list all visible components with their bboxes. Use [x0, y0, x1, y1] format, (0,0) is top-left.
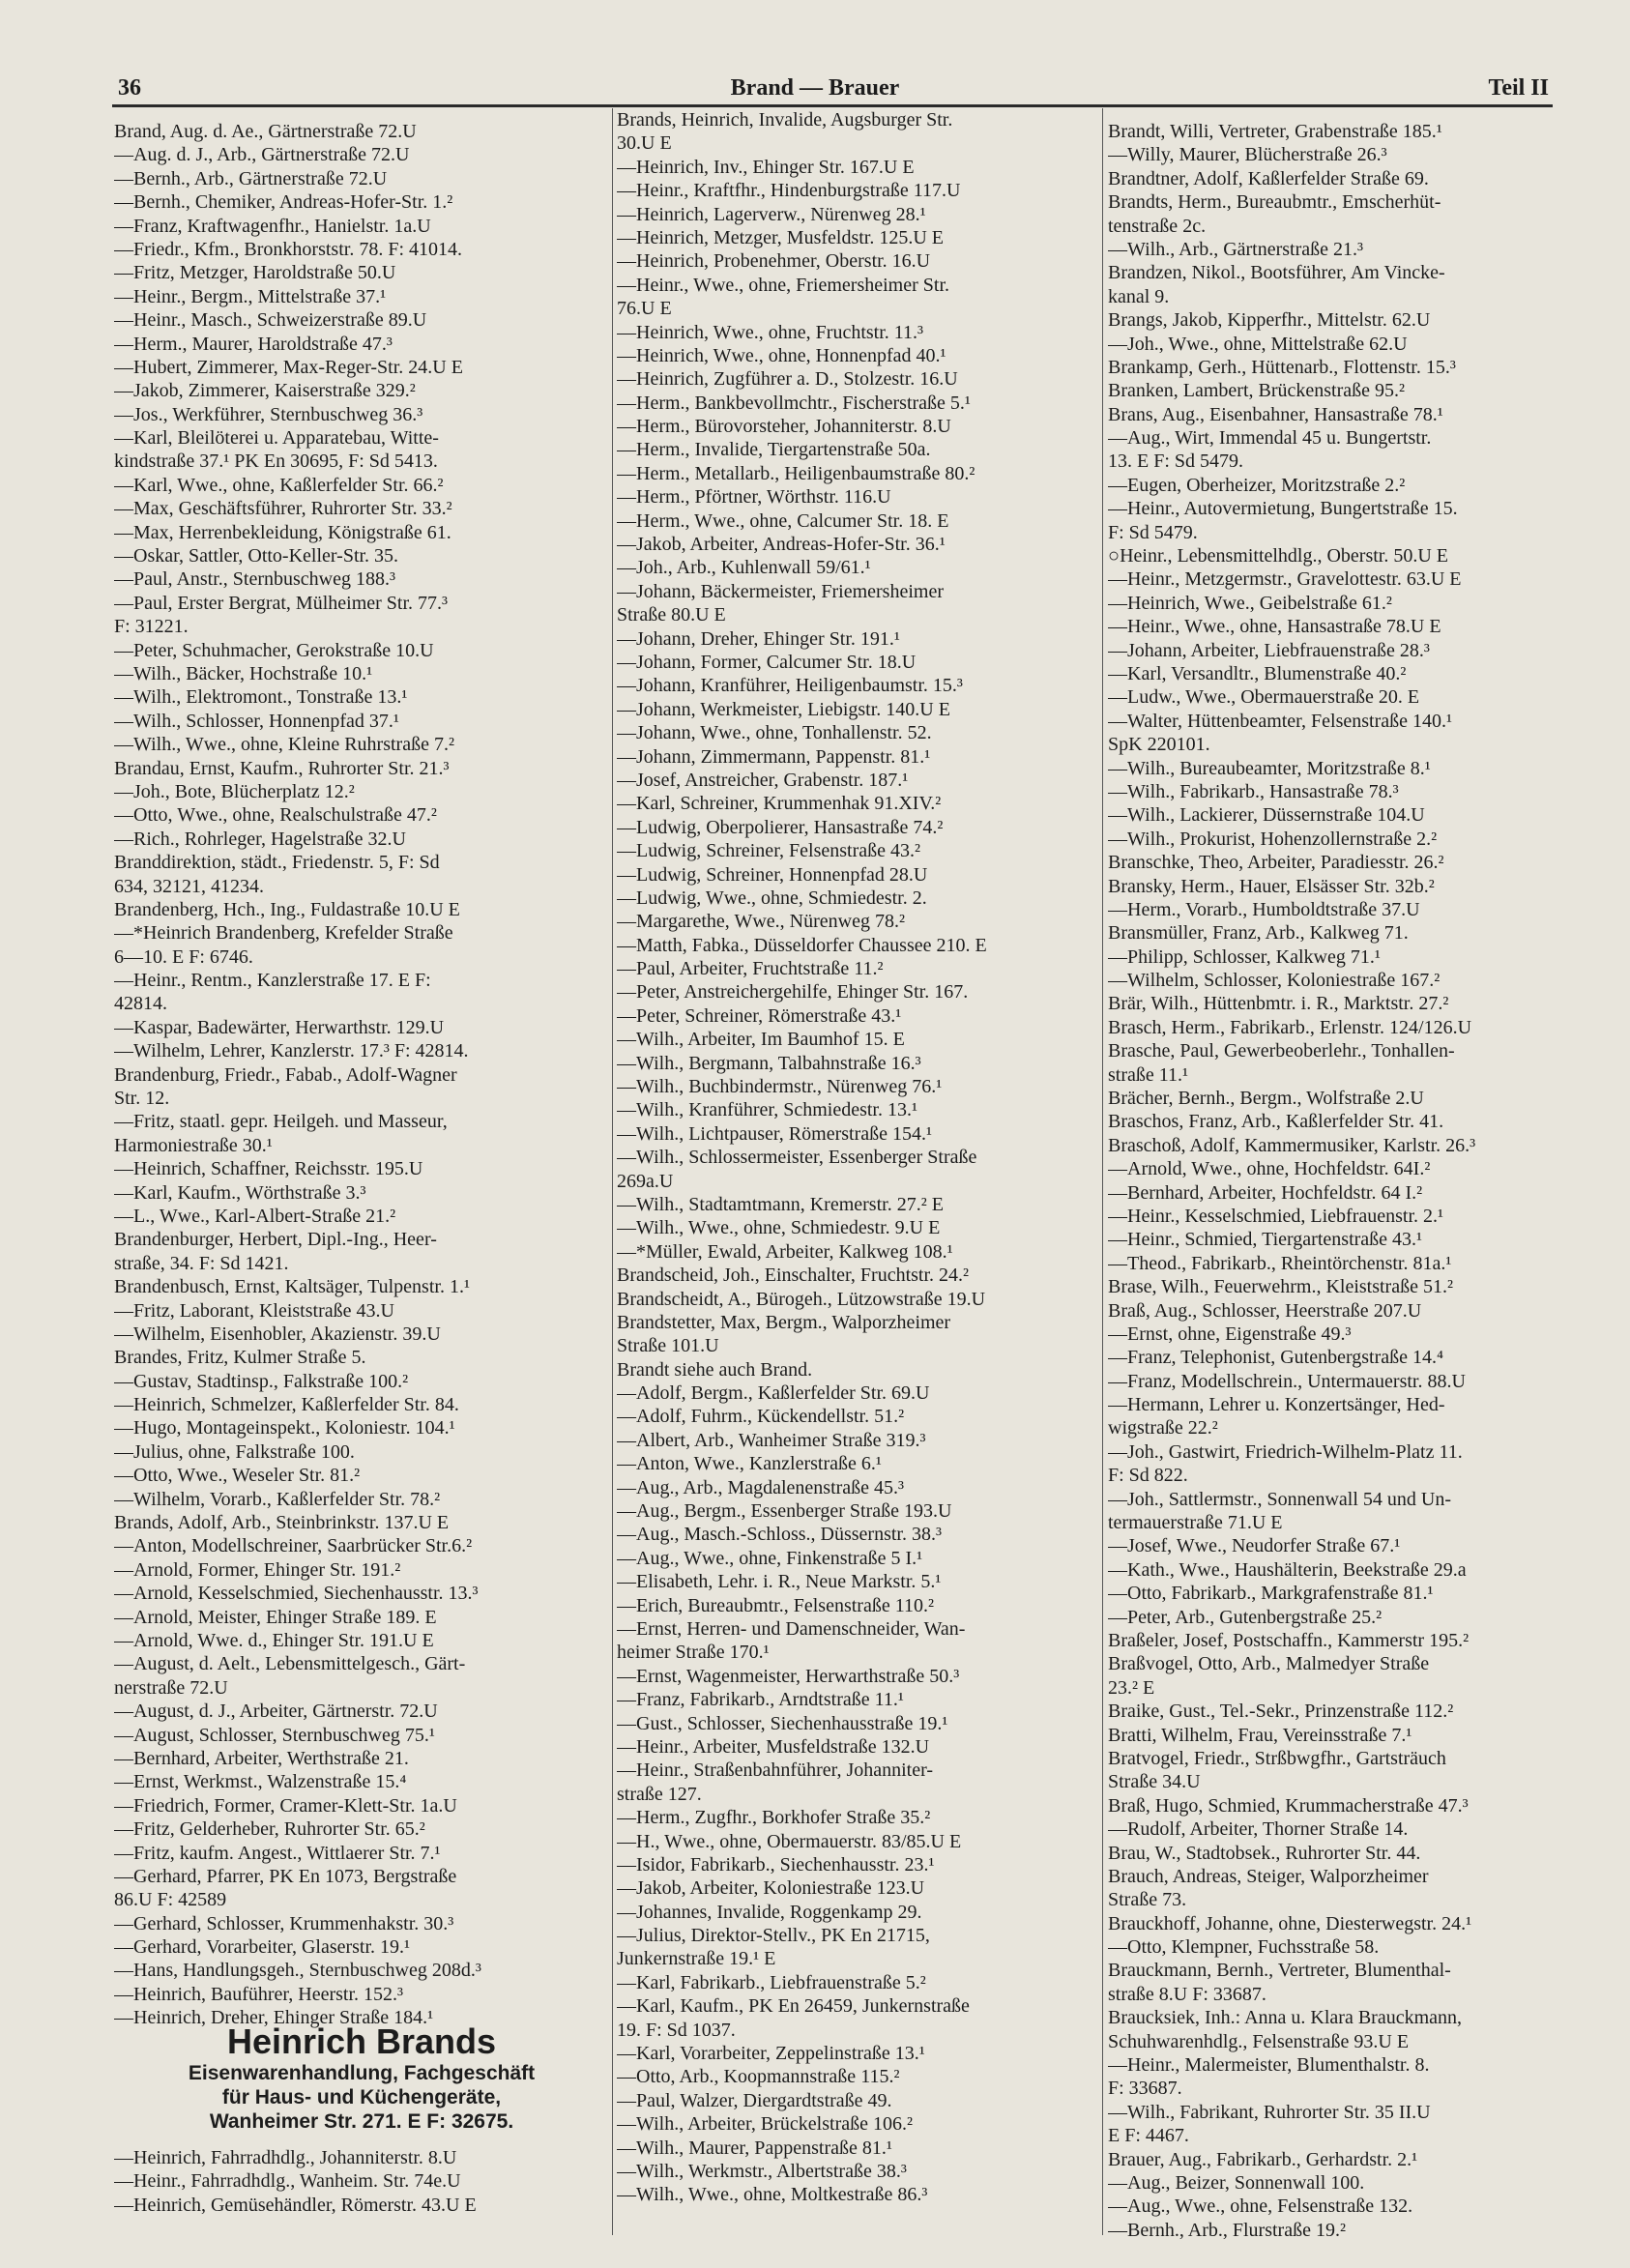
directory-entry-line: Braike, Gust., Tel.-Sekr., Prinzenstraße 112.² — [1108, 1701, 1454, 1723]
directory-entry-line: —Karl, Kaufm., Wörthstraße 3.³ — [114, 1181, 366, 1204]
directory-entry-line: —Aug., Masch.-Schloss., Düssernstr. 38.³ — [617, 1524, 942, 1546]
directory-entry-line: —Gerhard, Schlosser, Krummenhakstr. 30.³ — [114, 1912, 454, 1934]
directory-entry-line: —Wilh., Schlossermeister, Essenberger Straße — [617, 1147, 977, 1169]
directory-entry-line: —Adolf, Fuhrm., Kückendellstr. 51.² — [617, 1406, 905, 1428]
directory-entry-line: Straße 101.U — [617, 1335, 719, 1357]
directory-entry-line: —Heinrich, Bauführer, Heerstr. 152.³ — [114, 1983, 403, 2005]
directory-entry-line: Braßeler, Josef, Postschaffn., Kammerstr 195.² — [1108, 1630, 1470, 1651]
directory-entry-line: Brase, Wilh., Feuerwehrm., Kleiststraße 51.² — [1108, 1276, 1453, 1298]
directory-entry-line: —Jakob, Zimmerer, Kaiserstraße 329.² — [114, 380, 416, 402]
directory-entry-line: Braßvogel, Otto, Arb., Malmedyer Straße — [1108, 1653, 1430, 1675]
directory-entry-line: —Heinr., Arbeiter, Musfeldstraße 132.U — [617, 1735, 930, 1758]
ad-line: für Haus- und Küchengeräte, — [221, 2086, 502, 2108]
directory-entry-line: —Ludwig, Wwe., ohne, Schmiedestr. 2. — [617, 887, 927, 909]
directory-column-3 — [1108, 120, 1553, 2242]
directory-entry-line: —Wilh., Wwe., ohne, Moltkestraße 86.³ — [617, 2184, 928, 2206]
directory-entry-line: —Franz, Telephonist, Gutenbergstraße 14.⁴ — [1108, 1347, 1443, 1369]
directory-entry-line: —Hubert, Zimmerer, Max-Reger-Str. 24.U E — [114, 356, 463, 378]
directory-entry-line: —Bernhard, Arbeiter, Hochfeldstr. 64 I.² — [1108, 1181, 1423, 1204]
directory-entry-line: —Heinrich, Wwe., Geibelstraße 61.² — [1108, 592, 1392, 614]
directory-entry-line: —Wilh., Arbeiter, Brückelstraße 106.² — [617, 2113, 913, 2136]
directory-entry-line: —Fritz, kaufm. Angest., Wittlaerer Str. 7.¹ — [114, 1842, 441, 1864]
directory-entry-line: —Bernh., Chemiker, Andreas-Hofer-Str. 1.² — [114, 191, 453, 214]
directory-entry-line: —Franz, Fabrikarb., Arndtstraße 11.¹ — [617, 1689, 904, 1711]
directory-entry-line: —*Heinrich Brandenberg, Krefelder Straße — [114, 922, 453, 945]
ad-line: Wanheimer Str. 271. E F: 32675. — [209, 2110, 514, 2133]
directory-entry-line: 19. F: Sd 1037. — [617, 2019, 736, 2041]
directory-entry-line: —Albert, Arb., Wanheimer Straße 319.³ — [617, 1429, 926, 1451]
directory-entry-line: —Aug., Arb., Magdalenenstraße 45.³ — [617, 1476, 905, 1498]
directory-entry-line: —Ernst, ohne, Eigenstraße 49.³ — [1108, 1323, 1352, 1345]
directory-entry-line: —Heinrich, Wwe., ohne, Honnenpfad 40.¹ — [617, 344, 946, 366]
directory-entry-line: —Friedrich, Former, Cramer-Klett-Str. 1a.U — [114, 1794, 457, 1817]
directory-entry-line: —Herm., Vorarb., Humboldtstraße 37.U — [1108, 898, 1420, 920]
directory-entry-line: —Fritz, staatl. gepr. Heilgeh. und Masseur, — [114, 1111, 448, 1133]
directory-entry-line: —Wilh., Elektromont., Tonstraße 13.¹ — [114, 686, 408, 709]
directory-entry-line: —Herm., Wwe., ohne, Calcumer Str. 18. E — [617, 509, 949, 532]
directory-entry-line: Brandscheidt, A., Bürogeh., Lützowstraße 19.U — [617, 1288, 986, 1310]
directory-entry-line: —Josef, Anstreicher, Grabenstr. 187.¹ — [617, 769, 909, 791]
directory-entry-line: Harmoniestraße 30.¹ — [114, 1134, 273, 1156]
directory-entry-line: —Heinr., Masch., Schweizerstraße 89.U — [114, 309, 427, 332]
directory-entry-line: —Walter, Hüttenbeamter, Felsenstraße 140.¹ — [1108, 710, 1453, 732]
directory-entry-line: —Joh., Bote, Blücherplatz 12.² — [114, 780, 355, 802]
directory-entry-line: —Joh., Gastwirt, Friedrich-Wilhelm-Platz 11. — [1108, 1440, 1463, 1463]
directory-entry-line: —August, d. Aelt., Lebensmittelgesch., Gärt- — [114, 1653, 466, 1675]
directory-entry-line: kanal 9. — [1108, 285, 1170, 307]
directory-entry-line: Bratti, Wilhelm, Frau, Vereinsstraße 7.¹ — [1108, 1724, 1412, 1746]
directory-entry-line: kindstraße 37.¹ PK En 30695, F: Sd 5413. — [114, 451, 438, 473]
directory-entry-line: —Willy, Maurer, Blücherstraße 26.³ — [1108, 144, 1387, 166]
directory-entry-line: F: 33687. — [1108, 2078, 1182, 2100]
directory-entry-line: —Joh., Arb., Kuhlenwall 59/61.¹ — [617, 557, 871, 579]
advertisement — [114, 2022, 609, 2134]
directory-entry-line: —Otto, Arb., Koopmannstraße 115.² — [617, 2066, 900, 2088]
directory-entry-line: —Heinr., Fahrradhdlg., Wanheim. Str. 74e.U — [114, 2170, 461, 2193]
directory-entry-line: —Heinrich, Schmelzer, Kaßlerfelder Str. 84. — [114, 1394, 459, 1416]
directory-entry-line: —Aug., Beizer, Sonnenwall 100. — [1108, 2171, 1365, 2194]
directory-entry-line: —Paul, Arbeiter, Fruchtstraße 11.² — [617, 958, 884, 980]
directory-entry-line: —Heinrich, Fahrradhdlg., Johanniterstr. 8.U — [114, 2147, 457, 2168]
directory-entry-line: —Heinrich, Gemüsehändler, Römerstr. 43.U E — [114, 2194, 477, 2216]
directory-entry-line: Branschke, Theo, Arbeiter, Paradiesstr. 26.² — [1108, 852, 1444, 874]
directory-entry-line: —Oskar, Sattler, Otto-Keller-Str. 35. — [114, 545, 399, 567]
directory-entry-line: —Aug., Wwe., ohne, Felsenstraße 132. — [1108, 2195, 1413, 2218]
directory-entry-line: —Eugen, Oberheizer, Moritzstraße 2.² — [1108, 474, 1406, 496]
directory-entry-line: —Peter, Schuhmacher, Gerokstraße 10.U — [114, 639, 434, 661]
directory-entry-line: —Fritz, Laborant, Kleiststraße 43.U — [114, 1299, 394, 1322]
directory-column-1-continued — [114, 2146, 609, 2217]
directory-entry-line: Bransmüller, Franz, Arb., Kalkweg 71. — [1108, 922, 1409, 945]
directory-entry-line: 6—10. E F: 6746. — [114, 945, 253, 968]
directory-entry-line: Brasche, Paul, Gewerbeoberlehr., Tonhallen- — [1108, 1040, 1455, 1062]
directory-entry-line: E F: 4467. — [1108, 2125, 1189, 2147]
directory-entry-line: Brächer, Bernh., Bergm., Wolfstraße 2.U — [1108, 1088, 1424, 1110]
directory-entry-line: —Aug., Wirt, Immendal 45 u. Bungertstr. — [1108, 427, 1432, 450]
directory-entry-line: 269a.U — [617, 1170, 674, 1192]
directory-entry-line: straße 8.U F: 33687. — [1108, 1983, 1266, 2005]
directory-entry-line: —Wilhelm, Lehrer, Kanzlerstr. 17.³ F: 42814. — [114, 1040, 469, 1062]
directory-entry-line: —Wilh., Fabrikant, Ruhrorter Str. 35 II.U — [1108, 2101, 1431, 2123]
directory-entry-line: —Rich., Rohrleger, Hagelstraße 32.U — [114, 828, 406, 850]
directory-entry-line: —L., Wwe., Karl-Albert-Straße 21.² — [114, 1205, 396, 1227]
directory-entry-line: —Heinr., Kraftfhr., Hindenburgstraße 117.U — [617, 180, 961, 202]
directory-entry-line: —*Müller, Ewald, Arbeiter, Kalkweg 108.¹ — [617, 1240, 953, 1263]
directory-entry-line: —Karl, Fabrikarb., Liebfrauenstraße 5.² — [617, 1971, 926, 1993]
directory-entry-line: —Heinrich, Probenehmer, Oberstr. 16.U — [617, 250, 931, 273]
directory-entry-line: —Johannes, Invalide, Roggenkamp 29. — [617, 1901, 922, 1923]
directory-entry-line: —Ernst, Wagenmeister, Herwarthstraße 50.³ — [617, 1665, 960, 1687]
directory-entry-line: —Wilh., Stadtamtmann, Kremerstr. 27.² E — [617, 1193, 944, 1215]
directory-entry-line: tenstraße 2c. — [1108, 215, 1207, 237]
page-number: 36 — [118, 75, 141, 101]
directory-entry-line: Braß, Aug., Schlosser, Heerstraße 207.U — [1108, 1299, 1422, 1322]
directory-entry-line: —Wilh., Bergmann, Talbahnstraße 16.³ — [617, 1052, 921, 1074]
directory-entry-line: —Paul, Erster Bergrat, Mülheimer Str. 77.³ — [114, 592, 449, 614]
directory-entry-line: —Adolf, Bergm., Kaßlerfelder Str. 69.U — [617, 1382, 930, 1405]
directory-entry-line: —Gerhard, Pfarrer, PK En 1073, Bergstraße — [114, 1865, 457, 1887]
directory-entry-line: —Philipp, Schlosser, Kalkweg 71.¹ — [1108, 945, 1381, 968]
directory-entry-line: Junkernstraße 19.¹ E — [617, 1948, 776, 1970]
directory-entry-line: —Wilh., Bäcker, Hochstraße 10.¹ — [114, 662, 373, 684]
directory-entry-line: Braß, Hugo, Schmied, Krummacherstraße 47.³ — [1108, 1794, 1469, 1817]
directory-entry-line: —Peter, Schreiner, Römerstraße 43.¹ — [617, 1004, 902, 1027]
directory-entry-line: —Peter, Arb., Gutenbergstraße 25.² — [1108, 1606, 1383, 1628]
directory-entry-line: —Wilh., Lackierer, Düssernstraße 104.U — [1108, 804, 1425, 827]
directory-entry-line: —Fritz, Metzger, Haroldstraße 50.U — [114, 262, 396, 284]
directory-entry-line: —Herm., Bürovorsteher, Johanniterstr. 8.U — [617, 416, 951, 438]
directory-entry-line: —Heinrich, Inv., Ehinger Str. 167.U E — [617, 156, 915, 178]
directory-entry-line: Brans, Aug., Eisenbahner, Hansastraße 78.¹ — [1108, 403, 1443, 425]
directory-entry-line: —Heinrich, Wwe., ohne, Fruchtstr. 11.³ — [617, 321, 924, 343]
directory-entry-line: —Heinr., Wwe., ohne, Friemersheimer Str. — [617, 274, 950, 296]
directory-entry-line: —Wilh., Prokurist, Hohenzollernstraße 2.² — [1108, 828, 1438, 850]
directory-entry-line: F: Sd 822. — [1108, 1465, 1188, 1487]
directory-entry-line: —Ernst, Herren- und Damenschneider, Wan- — [617, 1618, 966, 1640]
directory-entry-line: —Heinr., Rentm., Kanzlerstraße 17. E F: — [114, 970, 431, 992]
directory-entry-line: nerstraße 72.U — [114, 1676, 228, 1699]
directory-entry-line: Brandscheid, Joh., Einschalter, Fruchtstr. 24.² — [617, 1265, 970, 1287]
directory-entry-line: —Hans, Handlungsgeh., Sternbuschweg 208d.³ — [114, 1960, 481, 1982]
directory-entry-line: —Wilhelm, Eisenhobler, Akazienstr. 39.U — [114, 1323, 441, 1345]
ad-line: Eisenwarenhandlung, Fachgeschäft — [188, 2062, 536, 2084]
directory-entry-line: —Paul, Walzer, Diergardtstraße 49. — [617, 2089, 892, 2111]
directory-entry-line: —Heinr., Wwe., ohne, Hansastraße 78.U E — [1108, 616, 1441, 638]
directory-entry-line: —Heinr., Autovermietung, Bungertstraße 15. — [1108, 498, 1458, 520]
directory-entry-line: straße, 34. F: Sd 1421. — [114, 1252, 289, 1274]
directory-entry-line: —Bernhard, Arbeiter, Werthstraße 21. — [114, 1747, 409, 1769]
directory-entry-line: —Elisabeth, Lehr. i. R., Neue Markstr. 5.¹ — [617, 1571, 942, 1593]
directory-entry-line: Brandenberg, Hch., Ing., Fuldastraße 10.U E — [114, 898, 460, 920]
directory-entry-line: Brangs, Jakob, Kipperfhr., Mittelstr. 62.U — [1108, 309, 1431, 332]
directory-entry-line: Brandes, Fritz, Kulmer Straße 5. — [114, 1347, 366, 1369]
directory-entry-line: —Rudolf, Arbeiter, Thorner Straße 14. — [1108, 1818, 1409, 1841]
directory-entry-line: —Julius, Direktor-Stellv., PK En 21715, — [617, 1925, 930, 1947]
directory-entry-line: F: Sd 5479. — [1108, 521, 1198, 543]
directory-entry-line: —Heinr., Schmied, Tiergartenstraße 43.¹ — [1108, 1229, 1423, 1251]
directory-entry-line: —Aug., Wwe., ohne, Finkenstraße 5 I.¹ — [617, 1547, 923, 1569]
directory-entry-line: —Johann, Dreher, Ehinger Str. 191.¹ — [617, 627, 900, 650]
ad-company-name: Heinrich Brands — [226, 2021, 497, 2061]
directory-entry-line: —Heinr., Straßenbahnführer, Johanniter- — [617, 1759, 934, 1782]
directory-entry-line: —Joh., Wwe., ohne, Mittelstraße 62.U — [1108, 333, 1408, 355]
directory-entry-line: —Ludwig, Schreiner, Honnenpfad 28.U — [617, 863, 928, 886]
directory-entry-line: Brandtner, Adolf, Kaßlerfelder Straße 69. — [1108, 167, 1429, 189]
directory-entry-line: F: 31221. — [114, 616, 189, 638]
directory-entry-line: —Matth, Fabka., Düsseldorfer Chaussee 210. E — [617, 934, 987, 956]
directory-entry-line: —Wilh., Schlosser, Honnenpfad 37.¹ — [114, 710, 399, 732]
directory-entry-line: —Arnold, Former, Ehinger Str. 191.² — [114, 1558, 401, 1581]
directory-entry-line: Braschoß, Adolf, Kammermusiker, Karlstr. 26.³ — [1108, 1134, 1476, 1156]
directory-entry-line: —Herm., Invalide, Tiergartenstraße 50a. — [617, 439, 931, 461]
directory-entry-line: —Kaspar, Badewärter, Herwarthstr. 129.U — [114, 1016, 445, 1038]
directory-entry-line: —H., Wwe., ohne, Obermauerstr. 83/85.U E — [617, 1830, 962, 1852]
directory-entry-line: Bratvogel, Friedr., Strßbwgfhr., Gartsträuch — [1108, 1747, 1446, 1769]
directory-entry-line: heimer Straße 170.¹ — [617, 1642, 770, 1664]
directory-entry-line: —Paul, Anstr., Sternbuschweg 188.³ — [114, 568, 395, 591]
directory-entry-line: Brandenburg, Friedr., Fabab., Adolf-Wagner — [114, 1063, 457, 1086]
directory-entry-line: —Fritz, Gelderheber, Ruhrorter Str. 65.² — [114, 1818, 425, 1841]
column-divider — [1102, 108, 1103, 2235]
directory-entry-line: —Herm., Maurer, Haroldstraße 47.³ — [114, 333, 393, 355]
directory-entry-line: Braschos, Franz, Arb., Kaßlerfelder Str. 41. — [1108, 1111, 1444, 1133]
directory-entry-line: —Ludwig, Schreiner, Felsenstraße 43.² — [617, 840, 921, 862]
directory-entry-line: —Max, Herrenbekleidung, Königstraße 61. — [114, 521, 451, 543]
directory-entry-line: —Gustav, Stadtinsp., Falkstraße 100.² — [114, 1370, 409, 1392]
directory-entry-line: Brandstetter, Max, Bergm., Walporzheimer — [617, 1311, 951, 1333]
directory-entry-line: —Aug. d. J., Arb., Gärtnerstraße 72.U — [114, 144, 410, 166]
directory-entry-line: —Heinrich, Schaffner, Reichsstr. 195.U — [114, 1158, 423, 1180]
directory-entry-line: —Johann, Arbeiter, Liebfrauenstraße 28.³ — [1108, 639, 1430, 661]
directory-entry-line: Brandenburger, Herbert, Dipl.-Ing., Heer- — [114, 1229, 437, 1251]
directory-entry-line: Straße 80.U E — [617, 604, 726, 626]
directory-entry-line: —Ludw., Wwe., Obermauerstraße 20. E — [1108, 686, 1420, 709]
directory-entry-line: Schuhwarenhdlg., Felsenstraße 93.U E — [1108, 2030, 1410, 2052]
directory-entry-line: —Friedr., Kfm., Bronkhorststr. 78. F: 41014. — [114, 238, 463, 260]
directory-entry-line: —Johann, Werkmeister, Liebigstr. 140.U E — [617, 698, 950, 720]
directory-entry-line: Braucksiek, Inh.: Anna u. Klara Brauckmann, — [1108, 2007, 1463, 2029]
directory-entry-line: —Arnold, Meister, Ehinger Straße 189. E — [114, 1606, 437, 1628]
directory-entry-line: —Wilh., Arb., Gärtnerstraße 21.³ — [1108, 238, 1364, 260]
directory-entry-line: —Wilh., Maurer, Pappenstraße 81.¹ — [617, 2137, 892, 2159]
directory-entry-line: —Wilh., Arbeiter, Im Baumhof 15. E — [617, 1029, 905, 1051]
directory-entry-line: —Peter, Anstreichergehilfe, Ehinger Str. 167. — [617, 981, 969, 1003]
directory-entry-line: —Jakob, Arbeiter, Andreas-Hofer-Str. 36.¹ — [617, 534, 946, 556]
directory-entry-line: —Heinrich, Metzger, Musfeldstr. 125.U E — [617, 226, 945, 248]
directory-entry-line: —Theod., Fabrikarb., Rheintörchenstr. 81a.¹ — [1108, 1252, 1452, 1274]
directory-entry-line: Straße 34.U — [1108, 1771, 1201, 1793]
directory-entry-line: Brandenbusch, Ernst, Kaltsäger, Tulpenstr. 1.¹ — [114, 1276, 470, 1298]
directory-entry-line: —Wilh., Wwe., ohne, Kleine Ruhrstraße 7.² — [114, 734, 454, 756]
directory-entry-line: —Otto, Klempner, Fuchsstraße 58. — [1108, 1936, 1380, 1959]
directory-entry-line: —Jos., Werkführer, Sternbuschweg 36.³ — [114, 403, 423, 425]
directory-entry-line: —Wilhelm, Vorarb., Kaßlerfelder Str. 78.² — [114, 1488, 441, 1510]
directory-entry-line: Brankamp, Gerh., Hüttenarb., Flottenstr. 15.³ — [1108, 356, 1456, 378]
directory-entry-line: —Herm., Zugfhr., Borkhofer Straße 35.² — [617, 1807, 931, 1829]
directory-entry-line: Brauckhoff, Johanne, ohne, Diesterwegstr. 24.¹ — [1108, 1912, 1472, 1934]
directory-entry-line: 13. E F: Sd 5479. — [1108, 451, 1244, 473]
directory-entry-line: wigstraße 22.² — [1108, 1417, 1218, 1439]
directory-entry-line: Brasch, Herm., Fabrikarb., Erlenstr. 124/126.U — [1108, 1016, 1472, 1038]
directory-entry-line: —Anton, Wwe., Kanzlerstraße 6.¹ — [617, 1453, 882, 1475]
directory-entry-line: Brandau, Ernst, Kaufm., Ruhrorter Str. 21.³ — [114, 757, 450, 779]
directory-entry-line: Brauch, Andreas, Steiger, Walporzheimer — [1108, 1865, 1429, 1887]
directory-entry-line: —Johann, Kranführer, Heiligenbaumstr. 15.³ — [617, 675, 963, 697]
directory-entry-line: —Herm., Pförtner, Wörthstr. 116.U — [617, 486, 891, 509]
directory-entry-line: —Arnold, Wwe. d., Ehinger Str. 191.U E — [114, 1630, 434, 1651]
column-divider — [612, 108, 613, 2235]
directory-entry-line: 86.U F: 42589 — [114, 1889, 227, 1911]
directory-entry-line: —Arnold, Wwe., ohne, Hochfeldstr. 64I.² — [1108, 1158, 1431, 1180]
directory-entry-line: —Wilhelm, Schlosser, Koloniestraße 167.² — [1108, 970, 1441, 992]
directory-entry-line: —Bernh., Arb., Flurstraße 19.² — [1108, 2219, 1346, 2241]
directory-entry-line: Brandt siehe auch Brand. — [617, 1358, 813, 1381]
directory-entry-line: Brau, W., Stadtobsek., Ruhrorter Str. 44. — [1108, 1842, 1421, 1864]
directory-entry-line: —Jakob, Arbeiter, Koloniestraße 123.U — [617, 1877, 925, 1900]
directory-entry-line: —Heinr., Bergm., Mittelstraße 37.¹ — [114, 285, 387, 307]
directory-entry-line: Brauer, Aug., Fabrikarb., Gerhardstr. 2.¹ — [1108, 2148, 1418, 2170]
directory-entry-line: —Herm., Bankbevollmchtr., Fischerstraße 5.¹ — [617, 392, 971, 414]
directory-entry-line: —Wilh., Fabrikarb., Hansastraße 78.³ — [1108, 780, 1399, 802]
directory-entry-line: —Heinr., Kesselschmied, Liebfrauenstr. 2.¹ — [1108, 1205, 1444, 1227]
directory-entry-line: —Gust., Schlosser, Siechenhausstraße 19.¹ — [617, 1712, 948, 1734]
directory-entry-line: —Karl, Kaufm., PK En 26459, Junkernstraße — [617, 1995, 970, 2018]
directory-entry-line: —Joh., Sattlermstr., Sonnenwall 54 und Un- — [1108, 1488, 1451, 1510]
directory-entry-line: —Gerhard, Vorarbeiter, Glaserstr. 19.¹ — [114, 1936, 411, 1959]
directory-entry-line: —Arnold, Kesselschmied, Siechenhausstr. 13.³ — [114, 1583, 479, 1605]
directory-entry-line: —Heinrich, Dreher, Ehinger Straße 184.¹ — [114, 2007, 434, 2029]
directory-entry-line: —Wilh., Buchbindermstr., Nürenweg 76.¹ — [617, 1076, 943, 1098]
directory-entry-line: —Karl, Wwe., ohne, Kaßlerfelder Str. 66.² — [114, 474, 444, 496]
directory-entry-line: —Johann, Wwe., ohne, Tonhallenstr. 52. — [617, 722, 932, 744]
directory-entry-line: Str. 12. — [114, 1088, 170, 1110]
directory-entry-line: —Hermann, Lehrer u. Konzertsänger, Hed- — [1108, 1394, 1445, 1416]
directory-entry-line: —Hugo, Montageinspekt., Koloniestr. 104.¹ — [114, 1417, 455, 1439]
directory-entry-line: —Franz, Kraftwagenfhr., Hanielstr. 1a.U — [114, 215, 431, 237]
directory-entry-line: —Heinr., Malermeister, Blumenthalstr. 8. — [1108, 2054, 1430, 2077]
directory-entry-line: —Heinr., Metzgermstr., Gravelottestr. 63.U E — [1108, 568, 1462, 591]
directory-entry-line: Branddirektion, städt., Friedenstr. 5, F: Sd — [114, 852, 440, 874]
directory-entry-line: —Margarethe, Wwe., Nürenweg 78.² — [617, 911, 905, 933]
directory-column-2 — [617, 108, 1100, 2207]
directory-entry-line: Brandts, Herm., Bureaubmtr., Emscherhüt- — [1108, 191, 1441, 214]
directory-entry-line: —Ernst, Werkmst., Walzenstraße 15.⁴ — [114, 1771, 407, 1793]
directory-entry-line: Brandzen, Nikol., Bootsführer, Am Vincke- — [1108, 262, 1445, 284]
directory-entry-line: 23.² E — [1108, 1676, 1155, 1699]
directory-entry-line: termauerstraße 71.U E — [1108, 1512, 1283, 1534]
directory-entry-line: —Johann, Bäckermeister, Friemersheimer — [617, 580, 944, 602]
directory-entry-line: Brandt, Willi, Vertreter, Grabenstraße 185.¹ — [1108, 121, 1442, 142]
directory-entry-line: —Heinrich, Lagerverw., Nürenweg 28.¹ — [617, 203, 926, 225]
directory-entry-line: straße 11.¹ — [1108, 1063, 1189, 1086]
directory-entry-line: —Bernh., Arb., Gärtnerstraße 72.U — [114, 167, 388, 189]
directory-entry-line: Brand, Aug. d. Ae., Gärtnerstraße 72.U — [114, 121, 417, 142]
directory-entry-line: Bransky, Herm., Hauer, Elsässer Str. 32b.² — [1108, 875, 1435, 897]
directory-entry-line: —Wilh., Lichtpauser, Römerstraße 154.¹ — [617, 1122, 932, 1145]
page-title: Brand — Brauer — [730, 75, 900, 101]
directory-entry-line: —August, d. J., Arbeiter, Gärtnerstr. 72.U — [114, 1701, 438, 1723]
header-rule — [112, 104, 1553, 107]
directory-entry-line: —August, Schlosser, Sternbuschweg 75.¹ — [114, 1724, 435, 1746]
directory-entry-line: Brauckmann, Bernh., Vertreter, Blumenthal- — [1108, 1960, 1451, 1982]
directory-entry-line: —Kath., Wwe., Haushälterin, Beekstraße 29.a — [1108, 1558, 1467, 1581]
directory-entry-line: —Ludwig, Oberpolierer, Hansastraße 74.² — [617, 816, 944, 838]
directory-column-1 — [114, 120, 609, 2030]
directory-entry-line: —Wilh., Bureaubeamter, Moritzstraße 8.¹ — [1108, 757, 1431, 779]
directory-entry-line: —Anton, Modellschreiner, Saarbrücker Str.6.² — [114, 1535, 473, 1557]
directory-entry-line: Straße 73. — [1108, 1889, 1187, 1911]
directory-entry-line: —Aug., Bergm., Essenberger Straße 193.U — [617, 1500, 952, 1523]
directory-entry-line: 76.U E — [617, 298, 672, 320]
directory-entry-line: —Karl, Schreiner, Krummenhak 91.XIV.² — [617, 793, 942, 815]
directory-entry-line: Brär, Wilh., Hüttenbmtr. i. R., Marktstr. 27.² — [1108, 993, 1449, 1015]
directory-entry-line: —Karl, Versandltr., Blumenstraße 40.² — [1108, 662, 1407, 684]
directory-entry-line: —Johann, Former, Calcumer Str. 18.U — [617, 651, 917, 673]
directory-entry-line: 42814. — [114, 993, 167, 1015]
directory-entry-line: —Karl, Bleilöterei u. Apparatebau, Witte- — [114, 427, 439, 450]
directory-entry-line: —Wilh., Werkmstr., Albertstraße 38.³ — [617, 2160, 907, 2182]
directory-entry-line: ○Heinr., Lebensmittelhdlg., Oberstr. 50.U E — [1108, 545, 1449, 567]
directory-entry-line: —Herm., Metallarb., Heiligenbaumstraße 80.² — [617, 462, 975, 484]
directory-entry-line: straße 127. — [617, 1783, 702, 1805]
directory-entry-line: —Johann, Zimmermann, Pappenstr. 81.¹ — [617, 745, 931, 768]
directory-entry-line: —Otto, Wwe., Weseler Str. 81.² — [114, 1465, 361, 1487]
directory-entry-line: —Franz, Modellschrein., Untermauerstr. 88.U — [1108, 1370, 1466, 1392]
directory-entry-line: —Otto, Wwe., ohne, Realschulstraße 47.² — [114, 804, 437, 827]
directory-entry-line: —Isidor, Fabrikarb., Siechenhausstr. 23.¹ — [617, 1853, 935, 1875]
directory-entry-line: Brands, Heinrich, Invalide, Augsburger Str. — [617, 109, 953, 131]
directory-entry-line: —Otto, Fabrikarb., Markgrafenstraße 81.¹ — [1108, 1583, 1434, 1605]
directory-entry-line: —Karl, Vorarbeiter, Zeppelinstraße 13.¹ — [617, 2043, 925, 2065]
directory-entry-line: —Erich, Bureaubmtr., Felsenstraße 110.² — [617, 1594, 934, 1616]
part-label: Teil II — [1488, 75, 1549, 101]
directory-entry-line: Brands, Adolf, Arb., Steinbrinkstr. 137.U E — [114, 1512, 450, 1534]
directory-entry-line: —Heinrich, Zugführer a. D., Stolzestr. 16.U — [617, 368, 958, 391]
directory-entry-line: —Wilh., Kranführer, Schmiedestr. 13.¹ — [617, 1099, 917, 1121]
directory-entry-line: Branken, Lambert, Brückenstraße 95.² — [1108, 380, 1406, 402]
directory-entry-line: —Wilh., Wwe., ohne, Schmiedestr. 9.U E — [617, 1217, 941, 1239]
directory-entry-line: 30.U E — [617, 132, 672, 155]
directory-entry-line: —Julius, ohne, Falkstraße 100. — [114, 1440, 355, 1463]
directory-entry-line: 634, 32121, 41234. — [114, 875, 264, 897]
directory-entry-line: —Josef, Wwe., Neudorfer Straße 67.¹ — [1108, 1535, 1401, 1557]
directory-entry-line: SpK 220101. — [1108, 734, 1210, 756]
directory-entry-line: —Max, Geschäftsführer, Ruhrorter Str. 33.² — [114, 498, 452, 520]
